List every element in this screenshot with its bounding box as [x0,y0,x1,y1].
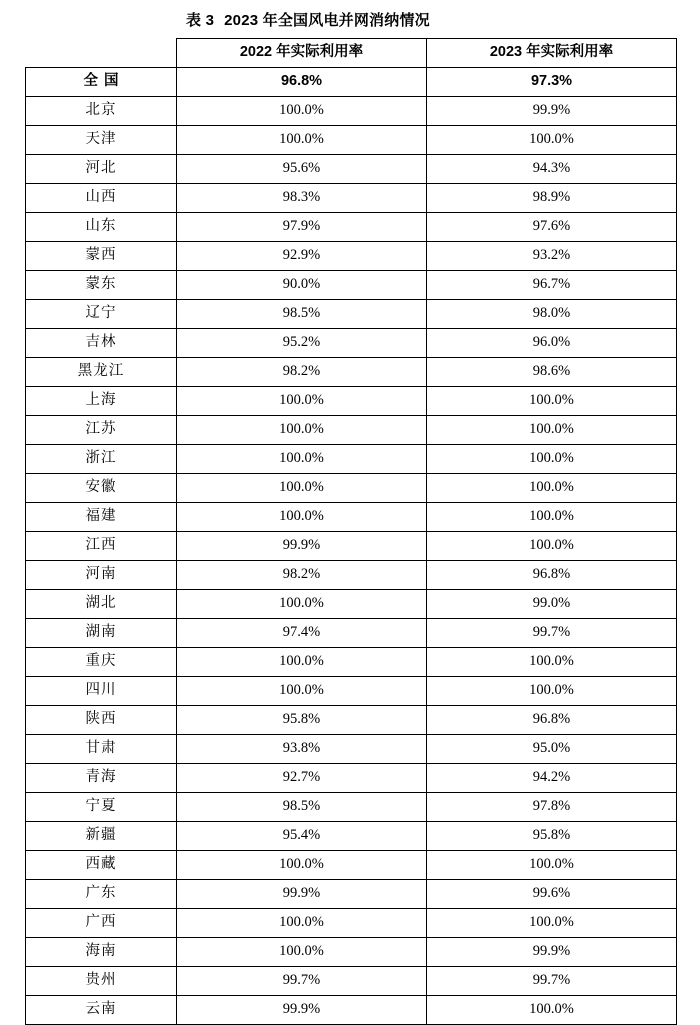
utilization-2022-cell: 100.0% [177,938,427,967]
table-header [26,39,677,68]
utilization-2022-cell: 100.0% [177,590,427,619]
table-caption-title: 2023 年全国风电并网消纳情况 [224,12,430,29]
utilization-2022-cell: 99.9% [177,880,427,909]
utilization-2022-cell: 98.2% [177,358,427,387]
table-row [26,532,677,561]
table-row [26,184,677,213]
utilization-2022-cell: 100.0% [177,126,427,155]
utilization-2022-cell: 92.7% [177,764,427,793]
utilization-2022-cell: 100.0% [177,909,427,938]
utilization-2022-cell: 90.0% [177,271,427,300]
utilization-2022-cell: 97.4% [177,619,427,648]
utilization-2023-cell: 100.0% [427,445,677,474]
region-cell: 上海 [26,387,177,416]
utilization-2023-cell: 96.8% [427,561,677,590]
table-row [26,764,677,793]
region-cell: 辽宁 [26,300,177,329]
utilization-2023-cell: 98.6% [427,358,677,387]
utilization-2022-cell: 99.9% [177,996,427,1025]
table-row [26,155,677,184]
utilization-2022-cell: 100.0% [177,851,427,880]
utilization-2023-cell: 100.0% [427,126,677,155]
utilization-2023-cell: 100.0% [427,503,677,532]
utilization-2023-cell: 100.0% [427,909,677,938]
utilization-2023-cell: 100.0% [427,532,677,561]
utilization-2022-cell: 99.7% [177,967,427,996]
utilization-2023-cell: 99.0% [427,590,677,619]
utilization-2023-cell: 95.0% [427,735,677,764]
table-row [26,793,677,822]
table-row [26,648,677,677]
utilization-2022-cell: 100.0% [177,445,427,474]
utilization-2023-cell: 99.9% [427,938,677,967]
region-cell: 青海 [26,764,177,793]
region-cell: 湖北 [26,590,177,619]
table-row [26,967,677,996]
table-row [26,68,677,97]
utilization-2023-cell: 100.0% [427,474,677,503]
utilization-2022-cell: 100.0% [177,648,427,677]
region-cell: 湖南 [26,619,177,648]
column-header-2022: 2022 年实际利用率 [177,39,427,68]
region-cell: 吉林 [26,329,177,358]
table-row [26,329,677,358]
utilization-2023-cell: 100.0% [427,648,677,677]
utilization-2022-cell: 93.8% [177,735,427,764]
region-cell: 福建 [26,503,177,532]
utilization-2022-cell: 100.0% [177,474,427,503]
region-cell: 河北 [26,155,177,184]
utilization-2022-cell: 99.9% [177,532,427,561]
table-row [26,503,677,532]
region-cell: 广西 [26,909,177,938]
region-cell: 江苏 [26,416,177,445]
utilization-2022-cell: 95.6% [177,155,427,184]
table-row [26,358,677,387]
table-row [26,909,677,938]
column-header-region [26,39,177,68]
region-cell: 天津 [26,126,177,155]
region-cell: 广东 [26,880,177,909]
table-row [26,97,677,126]
region-cell: 浙江 [26,445,177,474]
table-row [26,474,677,503]
utilization-2023-cell: 94.3% [427,155,677,184]
table-row [26,735,677,764]
utilization-2023-cell: 94.2% [427,764,677,793]
utilization-2022-cell: 98.2% [177,561,427,590]
utilization-2023-cell: 98.9% [427,184,677,213]
wind-power-utilization-table [25,38,677,1025]
table-row [26,996,677,1025]
utilization-2023-cell: 100.0% [427,387,677,416]
utilization-2022-cell: 98.5% [177,793,427,822]
utilization-2022-cell: 96.8% [177,68,427,97]
table-row [26,387,677,416]
table-body [26,68,677,1025]
table-caption-number: 表 3 [186,12,215,29]
table-row [26,561,677,590]
utilization-2023-cell: 97.6% [427,213,677,242]
utilization-2023-cell: 99.6% [427,880,677,909]
table-row [26,242,677,271]
utilization-2023-cell: 100.0% [427,851,677,880]
table-row [26,416,677,445]
region-cell: 蒙东 [26,271,177,300]
region-cell: 黑龙江 [26,358,177,387]
column-header-2023: 2023 年实际利用率 [427,39,677,68]
region-cell: 安徽 [26,474,177,503]
region-cell: 甘肃 [26,735,177,764]
utilization-2022-cell: 95.2% [177,329,427,358]
table-row [26,706,677,735]
region-cell: 贵州 [26,967,177,996]
utilization-2023-cell: 96.8% [427,706,677,735]
region-cell: 海南 [26,938,177,967]
region-cell: 新疆 [26,822,177,851]
table-row [26,271,677,300]
utilization-2022-cell: 100.0% [177,503,427,532]
table-row [26,126,677,155]
table-row [26,590,677,619]
utilization-2022-cell: 98.5% [177,300,427,329]
utilization-2023-cell: 93.2% [427,242,677,271]
region-cell: 河南 [26,561,177,590]
region-cell: 西藏 [26,851,177,880]
table-row [26,938,677,967]
table-header-row [26,39,677,68]
region-cell: 江西 [26,532,177,561]
utilization-2022-cell: 92.9% [177,242,427,271]
utilization-2023-cell: 99.7% [427,619,677,648]
region-cell: 云南 [26,996,177,1025]
region-cell: 宁夏 [26,793,177,822]
utilization-2023-cell: 98.0% [427,300,677,329]
table-row [26,300,677,329]
region-cell: 山东 [26,213,177,242]
table-caption [0,0,700,38]
region-cell: 山西 [26,184,177,213]
region-cell: 全国 [26,68,177,97]
utilization-2023-cell: 96.0% [427,329,677,358]
utilization-2022-cell: 98.3% [177,184,427,213]
utilization-2022-cell: 100.0% [177,416,427,445]
utilization-2022-cell: 95.4% [177,822,427,851]
utilization-2022-cell: 97.9% [177,213,427,242]
utilization-2022-cell: 95.8% [177,706,427,735]
utilization-2023-cell: 99.9% [427,97,677,126]
region-cell: 重庆 [26,648,177,677]
utilization-2022-cell: 100.0% [177,387,427,416]
utilization-2022-cell: 100.0% [177,97,427,126]
utilization-2023-cell: 97.8% [427,793,677,822]
utilization-2023-cell: 100.0% [427,996,677,1025]
table-row [26,851,677,880]
table-row [26,677,677,706]
utilization-2023-cell: 100.0% [427,677,677,706]
utilization-2022-cell: 100.0% [177,677,427,706]
utilization-2023-cell: 99.7% [427,967,677,996]
utilization-2023-cell: 95.8% [427,822,677,851]
utilization-2023-cell: 100.0% [427,416,677,445]
table-row [26,822,677,851]
utilization-2023-cell: 96.7% [427,271,677,300]
table-row [26,445,677,474]
region-cell: 陕西 [26,706,177,735]
region-cell: 蒙西 [26,242,177,271]
table-row [26,213,677,242]
table-row [26,880,677,909]
region-cell: 四川 [26,677,177,706]
table-row [26,619,677,648]
region-cell: 北京 [26,97,177,126]
utilization-2023-cell: 97.3% [427,68,677,97]
